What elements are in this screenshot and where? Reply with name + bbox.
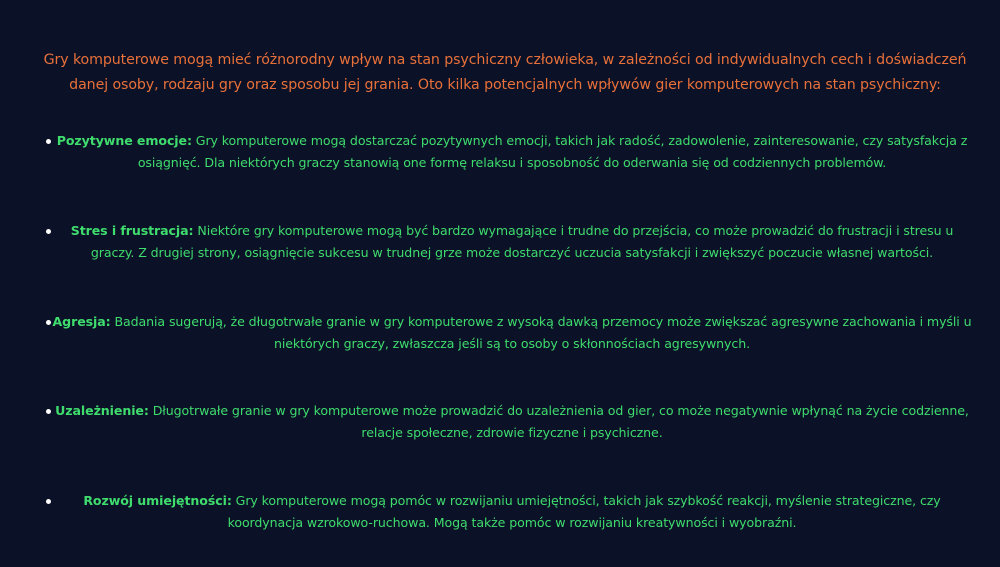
list-item-skill-development	[52, 490, 972, 534]
intro-paragraph: Gry komputerowe mogą mieć różnorodny wpływ na stan psychiczny człowieka, w zależności od indywidualnych cech i doświadczeń danej osoby, rodzaju gry oraz sposobu jej grania. Oto kilka potencjalnych wpływów gier komputerowych na stan psychiczny:	[43, 52, 967, 93]
item-description: Długotrwałe granie w gry komputerowe może prowadzić do uzależnienia od gier, co może negatywnie wpłynąć na życie codzienne, relacje społeczne, zdrowie fizyczne i psychiczne.	[148, 403, 969, 440]
item-term: Uzależnienie:	[55, 403, 149, 418]
item-term: Pozytywne emocje:	[56, 133, 192, 148]
bullet-icon	[46, 320, 51, 325]
bullet-icon	[46, 139, 51, 144]
bullet-icon	[46, 409, 51, 414]
item-term: Stres i frustracja:	[70, 223, 194, 238]
list-item-aggression	[52, 311, 972, 355]
bullet-icon	[46, 229, 51, 234]
list-item-stress-frustration	[52, 220, 972, 264]
item-description: Gry komputerowe mogą dostarczać pozytywnych emocji, takich jak radość, zadowolenie, zainteresowanie, czy satysfakcja z osiągnięć. Dla niektórych graczy stanowią one formę relaksu i sposobność do oderwania się od codziennych problemów.	[137, 133, 968, 170]
item-description: Gry komputerowe mogą pomóc w rozwijaniu umiejętności, takich jak szybkość reakcji, myślenie strategiczne, czy koordynacja wzrokowo-ruchowa. Mogą także pomóc w rozwijaniu kreatywności i wyobraźni.	[227, 493, 941, 530]
item-term: Rozwój umiejętności:	[83, 493, 232, 508]
bullet-icon	[46, 499, 51, 504]
list-item-positive-emotions	[52, 130, 972, 174]
item-term: Agresja:	[52, 314, 111, 329]
list-item-addiction	[52, 400, 972, 444]
item-description: Niektóre gry komputerowe mogą być bardzo wymagające i trudne do przejścia, co może prowadzić do frustracji i stresu u graczy. Z drugiej strony, osiągnięcie sukcesu w trudnej grze może dostarczyć uczucia satysfakcji i zwiększyć poczucie własnej wartości.	[90, 223, 954, 260]
item-description: Badania sugerują, że długotrwałe granie w gry komputerowe z wysoką dawką przemocy może zwiększać agresywne zachowania i myśli u niektórych graczy, zwłaszcza jeśli są to osoby o skłonnościach agresywnych.	[110, 314, 972, 351]
